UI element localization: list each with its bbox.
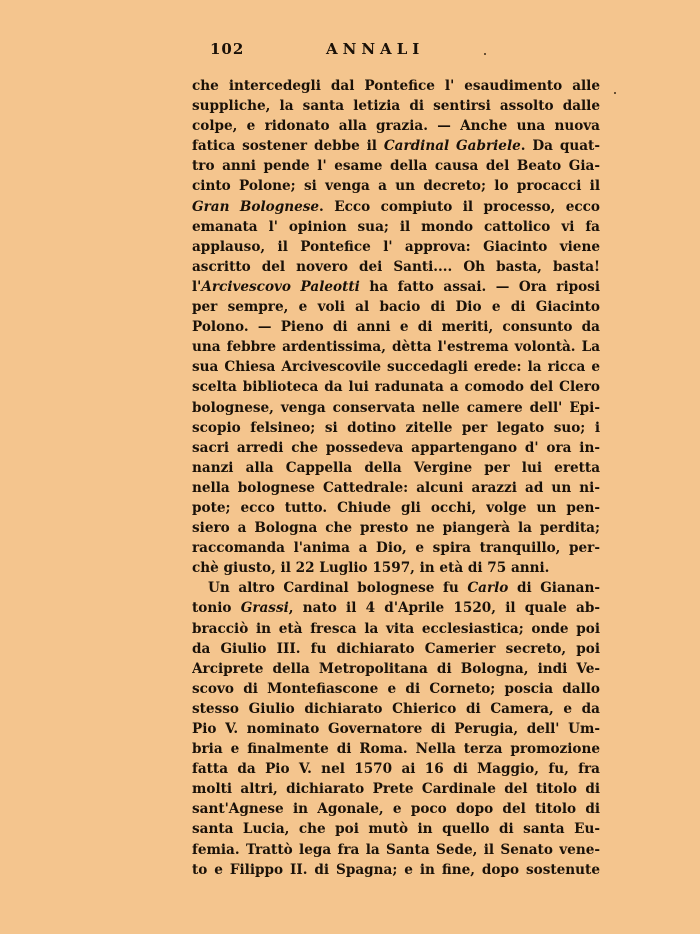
text-line [192,418,600,438]
text-run: l' [192,278,202,295]
text-run: bracciò in età fresca la vita ecclesiastica; onde poi [192,620,600,637]
text-line [192,136,600,156]
text-line [192,840,600,860]
text-line [192,317,600,337]
text-line [192,337,600,357]
text-line [192,598,600,618]
text-line [192,357,600,377]
text-line [192,679,600,699]
text-line [192,518,600,538]
text-run: femia. Trattò lega fra la Santa Sede, il Senato vene- [192,841,600,858]
text-line [192,156,600,176]
page-number: 102 [210,40,245,58]
text-run: fatica sostener debbe il [192,138,384,155]
text-line [192,478,600,498]
text-run: scovo di Montefiascone e di Corneto; poscia dallo [192,680,600,697]
text-run: emanata l' opinion sua; il mondo cattolico vi fa [192,218,600,235]
text-run: ha fatto assai. — Ora riposi [359,278,600,295]
text-run: bolognese, venga conservata nelle camere dell' Epi- [192,399,600,416]
text-line [192,759,600,779]
text-run: santa Lucia, che poi mutò in quello di santa Eu- [192,821,600,838]
text-run: ascritto del novero dei Santi.... Oh basta, basta! [192,258,600,275]
text-line [192,779,600,799]
text-run: . Da quat- [520,138,600,155]
body-text [192,76,600,880]
paper-speck [614,92,616,94]
text-line [192,438,600,458]
running-title: ANNALI [326,40,425,58]
text-line [192,819,600,839]
text-line [192,799,600,819]
text-run: raccomanda l'anima a Dio, e spira tranquillo, per- [192,540,600,557]
text-run: suppliche, la santa letizia di sentirsi assolto dalle [192,98,600,115]
text-run: da Giulio III. fu dichiarato Camerier secreto, poi [192,640,600,657]
text-line [192,217,600,237]
text-line [192,699,600,719]
text-line [192,116,600,136]
text-line [192,659,600,679]
italic-name: Arcivescovo Paleotti [201,278,360,295]
text-run: di Gianan- [508,580,600,597]
text-run: nella bolognese Cattedrale: alcuni arazzi ad un ni- [192,479,600,496]
text-line [192,398,600,418]
text-run: cinto Polone; si venga a un decreto; lo procacci il [192,178,600,195]
italic-name: Cardinal Gabriele [383,138,521,155]
text-line [192,639,600,659]
text-run: sua Chiesa Arcivescovile succedagli erede: la ricca e [192,359,600,376]
text-line [192,558,600,578]
text-run: per sempre, e voli al bacio di Dio e di Giacinto [192,299,600,316]
italic-name: Gran Bolognese [192,198,320,215]
text-line [192,578,600,598]
text-run: chè giusto, il 22 Luglio 1597, in età di 75 anni. [192,560,550,577]
text-line [192,538,600,558]
text-run: sacri arredi che possedeva appartengano d' ora in- [192,439,600,456]
text-run: scopio felsineo; si dotino zitelle per legato suo; i [192,419,600,436]
text-run: applauso, il Pontefice l' approva: Giacinto viene [192,238,600,255]
text-run: fatta da Pio V. nel 1570 ai 16 di Maggio, fu, fra [192,761,600,778]
text-run: colpe, e ridonato alla grazia. — Anche una nuova [192,118,600,135]
text-line [192,860,600,880]
text-line [192,277,600,297]
text-run: Un altro Cardinal bolognese fu [208,580,468,597]
text-run: Pio V. nominato Governatore di Perugia, dell' Um- [192,721,600,737]
text-run: siero a Bologna che presto ne piangerà la perdita; [192,520,600,537]
text-run: to e Filippo II. di Spagna; e in fine, dopo sostenute [192,861,600,878]
text-run: stesso Giulio dichiarato Chierico di Camera, e da [192,700,600,717]
text-line [192,96,600,116]
text-run: molti altri, dichiarato Prete Cardinale del titolo di [192,781,600,798]
text-line [192,498,600,518]
text-line [192,297,600,317]
text-run: Arciprete della Metropolitana di Bologna, indi Ve- [192,660,600,677]
running-head [196,40,616,62]
text-run: bria e finalmente di Roma. Nella terza promozione [192,741,600,758]
text-line [192,197,600,217]
text-line [192,176,600,196]
text-line [192,257,600,277]
text-run: sant'Agnese in Agonale, e poco dopo del titolo di [192,801,600,818]
text-run: nanzi alla Cappella della Vergine per lui eretta [192,459,600,476]
text-run: che intercedegli dal Pontefice l' esaudimento alle [192,78,600,94]
text-run: scelta biblioteca da lui radunata a comodo del Clero [192,379,600,396]
text-line [192,719,600,739]
text-line [192,377,600,397]
text-run: pote; ecco tutto. Chiude gli occhi, volge un pen- [192,499,600,516]
text-line [192,739,600,759]
text-run: una febbre ardentissima, dètta l'estrema volontà. La [192,339,600,356]
italic-name: Carlo [467,580,509,597]
text-line [192,458,600,478]
text-line [192,76,600,96]
text-line [192,237,600,257]
text-run: . Ecco compiuto il processo, ecco [319,198,600,215]
text-run: Polono. — Pieno di anni e di meriti, consunto da [192,319,600,336]
paper-speck [484,53,486,55]
italic-name: Grassi [240,600,289,617]
text-line [192,619,600,639]
text-run: tro anni pende l' esame della causa del Beato Gia- [192,158,600,175]
text-run: , nato il 4 d'Aprile 1520, il quale ab- [288,600,600,617]
text-run: tonio [192,600,241,617]
